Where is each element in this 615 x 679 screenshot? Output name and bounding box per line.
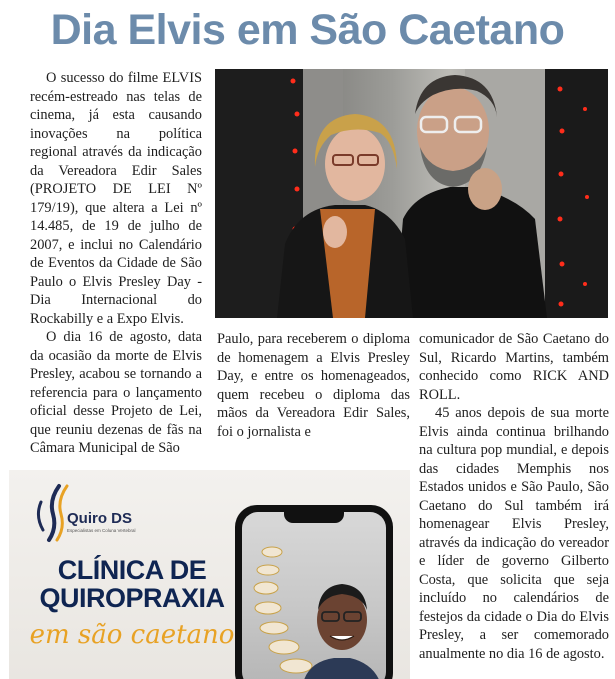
ad-title-line-2: QUIROPRAXIA <box>39 583 225 613</box>
ad-title <box>17 556 247 612</box>
ad-script-line: em são caetano <box>29 620 235 650</box>
article-paragraph: 45 anos depois de sua morte Elvis ainda continua brilhando na cultura pop mundial, e depois das cidades Memphis nos Estados unidos e São Paulo, São Caetano do Sul também irá homenagear Elvis Presley, através da indicação do vereador e líder de governo Gilberto Costa, que solicita que seja incluído no calendários de festejos da cidade o Dia do Elvis Presley, a ser comemorado anualmente no dia 16 de agosto. <box>419 405 609 662</box>
article-column-2 <box>217 330 410 441</box>
article-paragraph: comunicador de São Caetano do Sul, Ricardo Martins, também conhecido como RICK AND ROLL. <box>419 331 609 403</box>
article-column-1 <box>30 69 202 458</box>
ad-title-line-1: CLÍNICA DE <box>57 555 207 585</box>
doctor-photo-illustration <box>242 512 386 679</box>
article-column-3 <box>419 330 609 663</box>
ad-logo-name: Quiro DS <box>67 510 133 527</box>
chiropractic-advertisement[interactable] <box>9 470 410 679</box>
article-paragraph: O dia 16 de agosto, data da ocasião da morte de Elvis Presley, acabou se tornando a referencia para o lançamento oficial desse Projeto de Lei, que reuniu dezenas de fãs na Câmara Municipal de São <box>30 329 202 456</box>
article-photo <box>215 69 608 318</box>
article-paragraph: Paulo, para receberem o diploma de homenagem a Elvis Presley Day, e entre os homenageados, quem recebeu o diploma das mãos da Vereadora Edir Sales, foi o jornalista e <box>217 331 410 440</box>
article-paragraph: O sucesso do filme ELVIS recém-estreado nas telas de cinema, já esta causando inovações na política regional através da indicação da Vereadora Edir Sales (PROJETO DE LEI Nº 179/19), que altera a Lei nº 14.485, de 19 de julho de 2007, e inclui no Calendário de Eventos da Cidade de São Paulo o Elvis Presley Day - Dia Internacional do Rockabilly e a Expo Elvis. <box>30 70 202 327</box>
article-headline: Dia Elvis em São Caetano <box>50 6 565 54</box>
photo-illustration <box>215 69 608 318</box>
ad-logo-tagline: Especialistas em Coluna Vertebral <box>67 528 136 533</box>
phone-screen <box>242 512 386 679</box>
phone-mockup <box>235 505 393 679</box>
phone-notch <box>284 512 344 523</box>
